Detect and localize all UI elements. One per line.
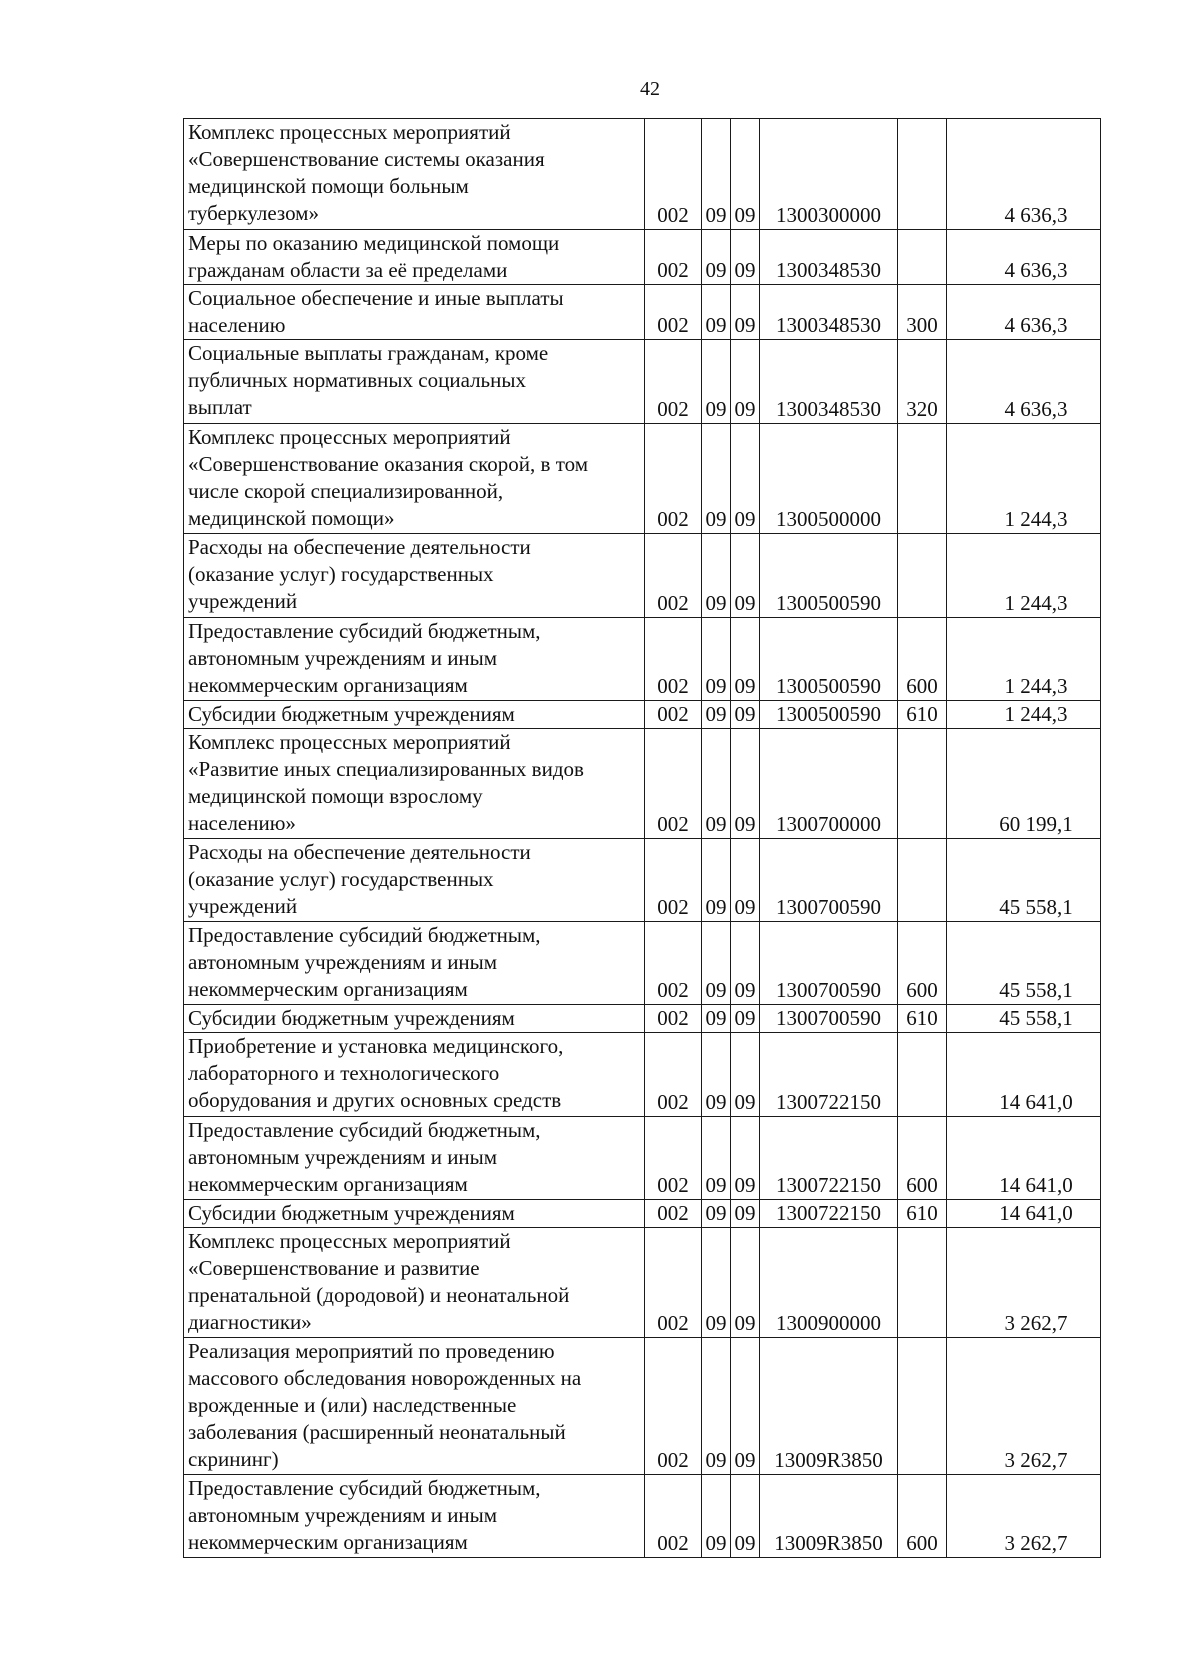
target-code-cell: 1300500590 — [760, 618, 898, 701]
subsection-cell: 09 — [731, 922, 760, 1005]
admin-code-cell: 002 — [645, 119, 702, 230]
admin-code-cell: 002 — [645, 1033, 702, 1117]
amount-cell: 45 558,1 — [947, 922, 1101, 1005]
section-cell: 09 — [702, 1117, 731, 1200]
subsection-cell: 09 — [731, 618, 760, 701]
table-row — [184, 729, 1101, 839]
table-row — [184, 340, 1101, 424]
amount-cell: 4 636,3 — [947, 119, 1101, 230]
amount-cell: 3 262,7 — [947, 1338, 1101, 1475]
section-cell: 09 — [702, 839, 731, 922]
expense-name-cell: Субсидии бюджетным учреждениям — [184, 1005, 645, 1033]
table-row — [184, 1228, 1101, 1338]
subsection-cell: 09 — [731, 701, 760, 729]
target-code-cell: 1300722150 — [760, 1033, 898, 1117]
subsection-cell: 09 — [731, 1117, 760, 1200]
target-code-cell: 1300722150 — [760, 1200, 898, 1228]
expense-name-cell: Расходы на обеспечение деятельности (оказание услуг) государственных учреждений — [184, 534, 645, 618]
expense-name-cell: Меры по оказанию медицинской помощи гражданам области за её пределами — [184, 230, 645, 285]
section-cell: 09 — [702, 230, 731, 285]
subsection-cell: 09 — [731, 1228, 760, 1338]
section-cell: 09 — [702, 119, 731, 230]
admin-code-cell: 002 — [645, 424, 702, 534]
amount-cell: 1 244,3 — [947, 701, 1101, 729]
table-row — [184, 1338, 1101, 1475]
expense-type-cell — [898, 230, 947, 285]
target-code-cell: 1300500590 — [760, 701, 898, 729]
expense-type-cell — [898, 424, 947, 534]
target-code-cell: 1300700590 — [760, 922, 898, 1005]
section-cell: 09 — [702, 1475, 731, 1558]
target-code-cell: 13009R3850 — [760, 1338, 898, 1475]
expense-name-cell: Комплекс процессных мероприятий «Совершенствование оказания скорой, в том числе скорой специализированной, медицинской помощи» — [184, 424, 645, 534]
admin-code-cell: 002 — [645, 1117, 702, 1200]
expense-type-cell — [898, 839, 947, 922]
table-row — [184, 1117, 1101, 1200]
target-code-cell: 1300722150 — [760, 1117, 898, 1200]
amount-cell: 45 558,1 — [947, 839, 1101, 922]
target-code-cell: 1300348530 — [760, 285, 898, 340]
subsection-cell: 09 — [731, 340, 760, 424]
expense-type-cell — [898, 729, 947, 839]
admin-code-cell: 002 — [645, 340, 702, 424]
target-code-cell: 1300500000 — [760, 424, 898, 534]
section-cell: 09 — [702, 534, 731, 618]
subsection-cell: 09 — [731, 534, 760, 618]
target-code-cell: 1300900000 — [760, 1228, 898, 1338]
table-row — [184, 285, 1101, 340]
expense-name-cell: Расходы на обеспечение деятельности (оказание услуг) государственных учреждений — [184, 839, 645, 922]
section-cell: 09 — [702, 1228, 731, 1338]
subsection-cell: 09 — [731, 1200, 760, 1228]
amount-cell: 4 636,3 — [947, 230, 1101, 285]
admin-code-cell: 002 — [645, 729, 702, 839]
subsection-cell: 09 — [731, 729, 760, 839]
target-code-cell: 1300700000 — [760, 729, 898, 839]
admin-code-cell: 002 — [645, 1475, 702, 1558]
expense-name-cell: Социальное обеспечение и иные выплаты населению — [184, 285, 645, 340]
subsection-cell: 09 — [731, 1005, 760, 1033]
section-cell: 09 — [702, 1200, 731, 1228]
amount-cell: 4 636,3 — [947, 285, 1101, 340]
expense-type-cell: 320 — [898, 340, 947, 424]
amount-cell: 14 641,0 — [947, 1117, 1101, 1200]
table-row — [184, 618, 1101, 701]
expense-name-cell: Предоставление субсидий бюджетным, автономным учреждениям и иным некоммерческим организациям — [184, 922, 645, 1005]
subsection-cell: 09 — [731, 230, 760, 285]
target-code-cell: 1300348530 — [760, 340, 898, 424]
amount-cell: 45 558,1 — [947, 1005, 1101, 1033]
expense-type-cell: 600 — [898, 922, 947, 1005]
expense-type-cell — [898, 1228, 947, 1338]
expense-type-cell: 610 — [898, 1005, 947, 1033]
admin-code-cell: 002 — [645, 1228, 702, 1338]
admin-code-cell: 002 — [645, 839, 702, 922]
target-code-cell: 1300348530 — [760, 230, 898, 285]
section-cell: 09 — [702, 1338, 731, 1475]
amount-cell: 60 199,1 — [947, 729, 1101, 839]
admin-code-cell: 002 — [645, 285, 702, 340]
expense-name-cell: Предоставление субсидий бюджетным, автономным учреждениям и иным некоммерческим организациям — [184, 1475, 645, 1558]
subsection-cell: 09 — [731, 839, 760, 922]
section-cell: 09 — [702, 1033, 731, 1117]
target-code-cell: 1300500590 — [760, 534, 898, 618]
target-code-cell: 1300700590 — [760, 1005, 898, 1033]
expense-type-cell: 600 — [898, 1117, 947, 1200]
subsection-cell: 09 — [731, 424, 760, 534]
amount-cell: 14 641,0 — [947, 1033, 1101, 1117]
table-row — [184, 119, 1101, 230]
target-code-cell: 1300300000 — [760, 119, 898, 230]
table-row — [184, 230, 1101, 285]
amount-cell: 1 244,3 — [947, 618, 1101, 701]
expense-name-cell: Предоставление субсидий бюджетным, автономным учреждениям и иным некоммерческим организациям — [184, 618, 645, 701]
page-number: 42 — [640, 78, 660, 100]
section-cell: 09 — [702, 922, 731, 1005]
table-row — [184, 534, 1101, 618]
subsection-cell: 09 — [731, 119, 760, 230]
expense-type-cell — [898, 119, 947, 230]
expense-name-cell: Социальные выплаты гражданам, кроме публичных нормативных социальных выплат — [184, 340, 645, 424]
amount-cell: 14 641,0 — [947, 1200, 1101, 1228]
admin-code-cell: 002 — [645, 618, 702, 701]
target-code-cell: 1300700590 — [760, 839, 898, 922]
expense-name-cell: Комплекс процессных мероприятий «Развитие иных специализированных видов медицинской помощи взрослому населению» — [184, 729, 645, 839]
table-row — [184, 1033, 1101, 1117]
section-cell: 09 — [702, 618, 731, 701]
table-body — [184, 119, 1101, 1558]
expense-type-cell — [898, 1338, 947, 1475]
table-row — [184, 1005, 1101, 1033]
amount-cell: 3 262,7 — [947, 1228, 1101, 1338]
subsection-cell: 09 — [731, 1475, 760, 1558]
table-row — [184, 1475, 1101, 1558]
expense-name-cell: Приобретение и установка медицинского, лабораторного и технологического оборудования и других основных средств — [184, 1033, 645, 1117]
target-code-cell: 13009R3850 — [760, 1475, 898, 1558]
admin-code-cell: 002 — [645, 230, 702, 285]
subsection-cell: 09 — [731, 285, 760, 340]
section-cell: 09 — [702, 340, 731, 424]
expense-name-cell: Реализация мероприятий по проведению массового обследования новорожденных на врожденные и (или) наследственные заболевания (расширенный неонатальный скрининг) — [184, 1338, 645, 1475]
budget-table — [183, 118, 1101, 1558]
amount-cell: 1 244,3 — [947, 424, 1101, 534]
amount-cell: 3 262,7 — [947, 1475, 1101, 1558]
expense-type-cell — [898, 1033, 947, 1117]
table-row — [184, 839, 1101, 922]
table-row — [184, 424, 1101, 534]
expense-type-cell: 300 — [898, 285, 947, 340]
section-cell: 09 — [702, 424, 731, 534]
amount-cell: 4 636,3 — [947, 340, 1101, 424]
table-row — [184, 1200, 1101, 1228]
expense-name-cell: Субсидии бюджетным учреждениям — [184, 701, 645, 729]
table-row — [184, 701, 1101, 729]
admin-code-cell: 002 — [645, 701, 702, 729]
expense-name-cell: Комплекс процессных мероприятий «Совершенствование системы оказания медицинской помощи больным туберкулезом» — [184, 119, 645, 230]
section-cell: 09 — [702, 285, 731, 340]
expense-name-cell: Предоставление субсидий бюджетным, автономным учреждениям и иным некоммерческим организациям — [184, 1117, 645, 1200]
section-cell: 09 — [702, 729, 731, 839]
expense-name-cell: Комплекс процессных мероприятий «Совершенствование и развитие пренатальной (дородовой) и неонатальной диагностики» — [184, 1228, 645, 1338]
expense-type-cell: 600 — [898, 1475, 947, 1558]
expense-type-cell — [898, 534, 947, 618]
expense-name-cell: Субсидии бюджетным учреждениям — [184, 1200, 645, 1228]
section-cell: 09 — [702, 1005, 731, 1033]
admin-code-cell: 002 — [645, 1005, 702, 1033]
admin-code-cell: 002 — [645, 1338, 702, 1475]
section-cell: 09 — [702, 701, 731, 729]
expense-type-cell: 610 — [898, 1200, 947, 1228]
admin-code-cell: 002 — [645, 922, 702, 1005]
admin-code-cell: 002 — [645, 1200, 702, 1228]
expense-type-cell: 600 — [898, 618, 947, 701]
table-row — [184, 922, 1101, 1005]
subsection-cell: 09 — [731, 1338, 760, 1475]
expense-type-cell: 610 — [898, 701, 947, 729]
subsection-cell: 09 — [731, 1033, 760, 1117]
amount-cell: 1 244,3 — [947, 534, 1101, 618]
admin-code-cell: 002 — [645, 534, 702, 618]
